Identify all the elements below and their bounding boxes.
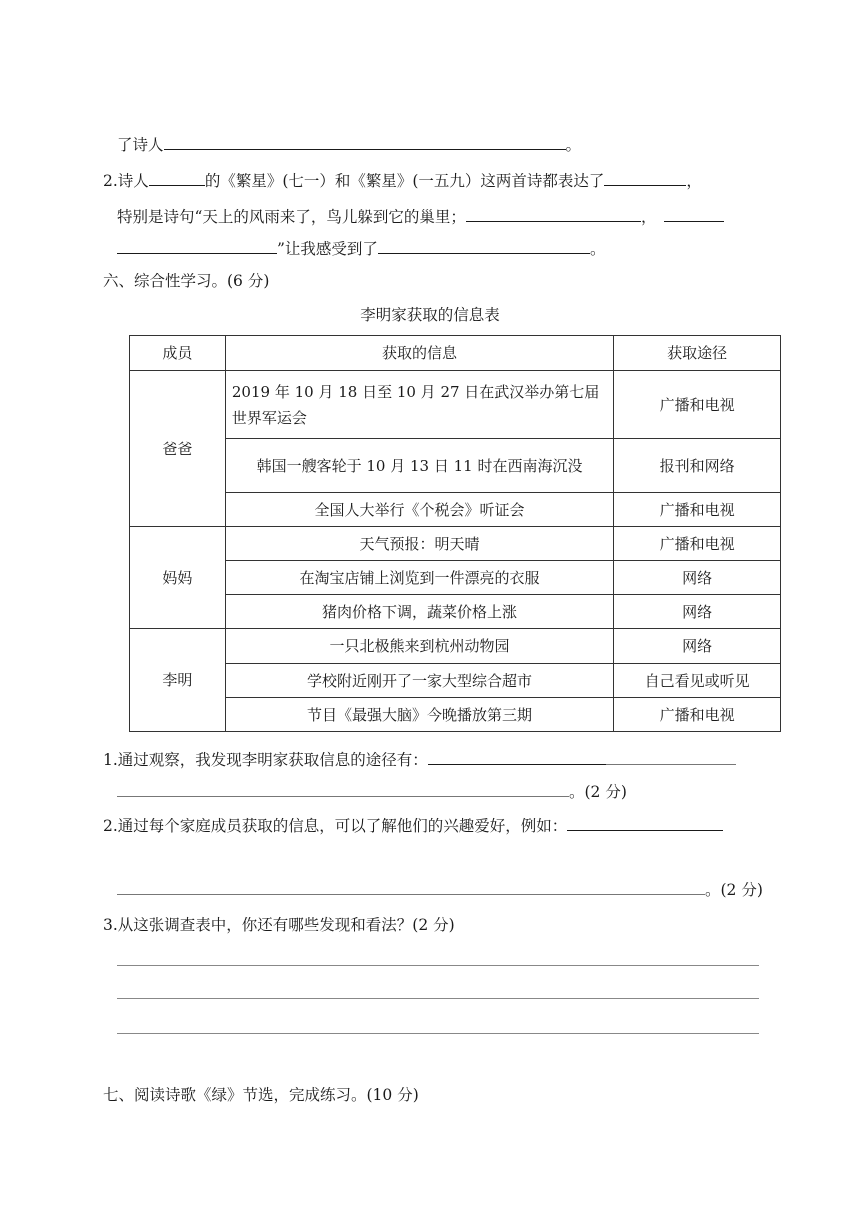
table-header-row	[130, 336, 781, 371]
sec5-line1-prefix: 了诗人	[117, 136, 164, 154]
table-row	[130, 561, 781, 595]
table-row	[130, 664, 781, 698]
info-cell: 节目《最强大脑》今晚播放第三期	[225, 698, 613, 732]
q3-answer-line-2[interactable]	[117, 998, 759, 999]
sec5-line1	[117, 134, 581, 156]
theme-blank[interactable]	[604, 170, 686, 186]
member-cell: 爸爸	[130, 371, 226, 527]
table-row	[130, 439, 781, 493]
q3-answer-line-1[interactable]	[117, 965, 759, 966]
poet-blank[interactable]	[149, 170, 205, 186]
period: 。	[589, 240, 606, 258]
channel-cell: 网络	[614, 629, 781, 664]
table-row	[130, 629, 781, 664]
feeling-blank[interactable]	[378, 238, 590, 254]
info-cell: 一只北极熊来到杭州动物园	[225, 629, 613, 664]
channel-cell: 广播和电视	[614, 493, 781, 527]
section-7-heading: 七、阅读诗歌《绿》节选，完成练习。(10 分)	[103, 1086, 419, 1104]
s6-q1-line1	[103, 749, 736, 771]
q2-text-f: ”让我感受到了	[277, 240, 378, 258]
question-number: 2.	[103, 172, 118, 190]
info-cell: 学校附近刚开了一家大型综合超市	[225, 664, 613, 698]
table-row	[130, 371, 781, 439]
q2-answer-blank-2[interactable]	[117, 879, 705, 895]
sec5-q2-line1	[103, 170, 702, 192]
s6-q2-line2	[117, 879, 763, 901]
q2-text-c: ，	[686, 172, 702, 190]
info-cell: 2019 年 10 月 18 日至 10 月 27 日在武汉举办第七届世界军运会	[225, 371, 613, 439]
q2-text-a: 诗人	[117, 172, 149, 190]
q2-text-b: 的《繁星》(七一）和《繁星》(一五九）这两首诗都表达了	[204, 172, 605, 190]
s6-q2-text: 2.通过每个家庭成员获取的信息，可以了解他们的兴趣爱好，例如：	[103, 817, 568, 835]
sec5-q2-line2	[117, 206, 724, 228]
s6-q2-end: 。(2 分)	[705, 881, 763, 899]
period: 。	[565, 136, 582, 154]
q2-text-e: ，	[640, 208, 657, 226]
section-6-heading: 六、综合性学习。(6 分)	[103, 272, 270, 290]
q2-text-d: 特别是诗句“天上的风雨来了，鸟儿躲到它的巢里；	[117, 208, 466, 226]
table-title: 李明家获取的信息表	[360, 306, 500, 324]
info-cell: 韩国一艘客轮于 10 月 13 日 11 时在西南海沉没	[225, 439, 613, 493]
s6-q3-text: 3.从这张调查表中，你还有哪些发现和看法？(2 分)	[103, 916, 455, 934]
header-channel: 获取途径	[614, 336, 781, 371]
q3-answer-line-3[interactable]	[117, 1033, 759, 1034]
s6-q1-line2	[117, 781, 627, 803]
s6-q1-end: 。(2 分)	[569, 783, 627, 801]
s6-q1-text: 1.通过观察，我发现李明家获取信息的途径有：	[103, 751, 428, 769]
channel-cell: 广播和电视	[614, 371, 781, 439]
channel-cell: 自己看见或听见	[614, 664, 781, 698]
header-info: 获取的信息	[225, 336, 613, 371]
channel-cell: 广播和电视	[614, 698, 781, 732]
poem-line-blank-2[interactable]	[664, 206, 724, 222]
table-row	[130, 493, 781, 527]
channel-cell: 网络	[614, 595, 781, 629]
member-cell: 李明	[130, 629, 226, 732]
sec5-q2-line3	[117, 238, 605, 260]
table-row	[130, 698, 781, 732]
channel-cell: 报刊和网络	[614, 439, 781, 493]
s6-q2-line1	[103, 815, 723, 837]
info-cell: 猪肉价格下调，蔬菜价格上涨	[225, 595, 613, 629]
answer-blank[interactable]	[164, 134, 566, 150]
info-cell: 在淘宝店铺上浏览到一件漂亮的衣服	[225, 561, 613, 595]
member-cell: 妈妈	[130, 527, 226, 629]
q1-answer-blank-1b[interactable]	[606, 749, 736, 765]
q1-answer-blank-1[interactable]	[428, 749, 606, 765]
poem-line-blank-3[interactable]	[117, 238, 277, 254]
poem-line-blank-1[interactable]	[466, 206, 641, 222]
info-cell: 天气预报：明天晴	[225, 527, 613, 561]
table-row	[130, 595, 781, 629]
info-cell: 全国人大举行《个税会》听证会	[225, 493, 613, 527]
q1-answer-blank-2[interactable]	[117, 781, 569, 797]
channel-cell: 网络	[614, 561, 781, 595]
q2-answer-blank-1[interactable]	[567, 815, 723, 831]
info-table	[129, 335, 781, 732]
channel-cell: 广播和电视	[614, 527, 781, 561]
table-row	[130, 527, 781, 561]
header-member: 成员	[130, 336, 226, 371]
